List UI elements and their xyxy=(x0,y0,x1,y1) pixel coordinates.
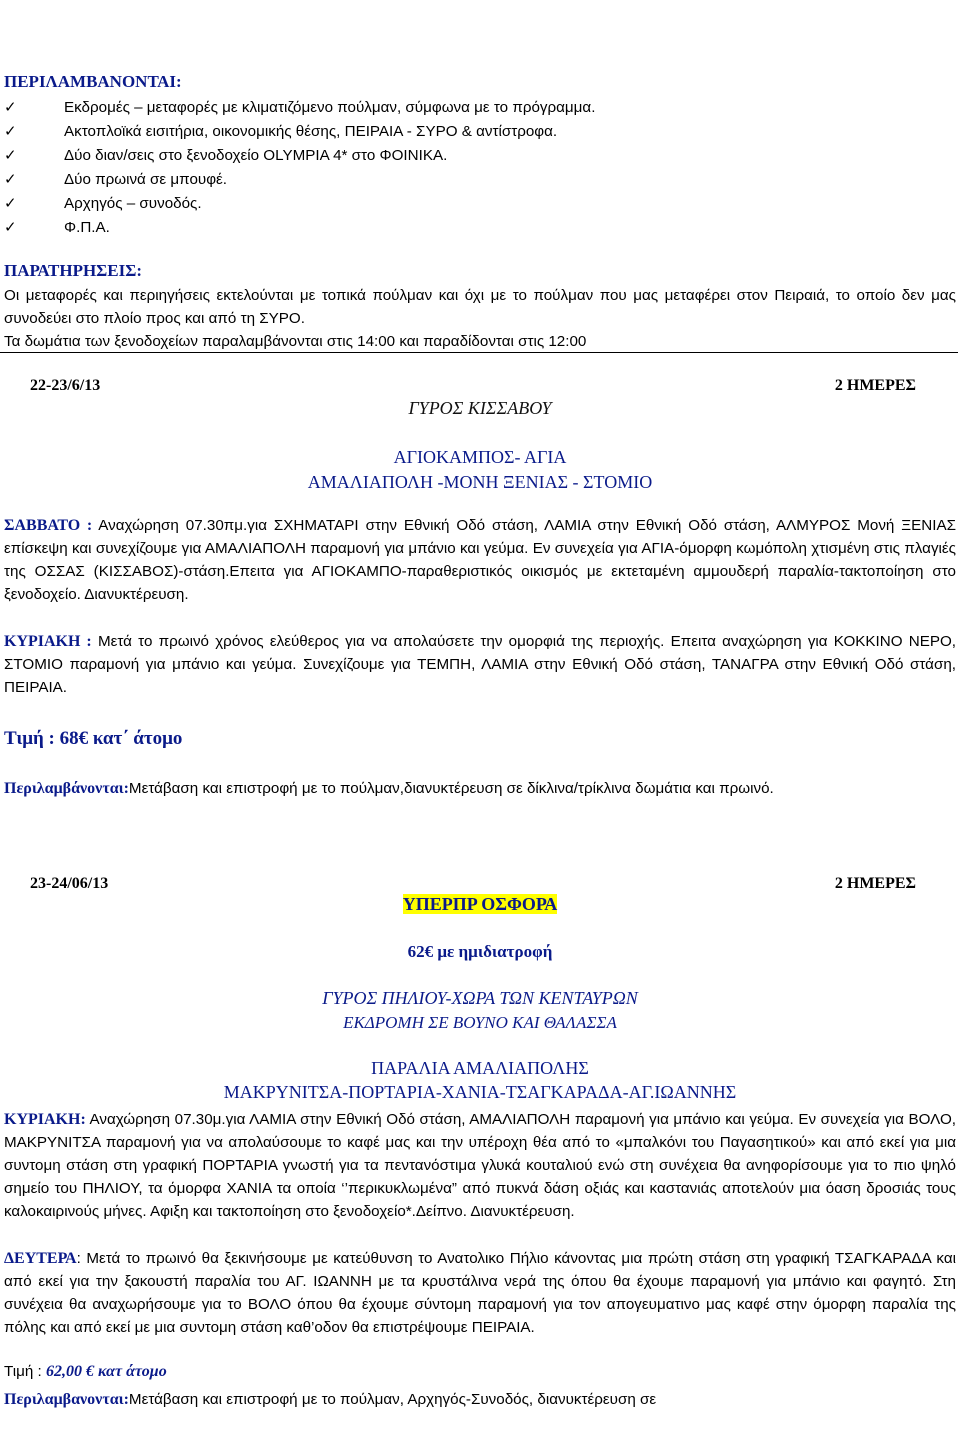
included-item-text: Φ.Π.Α. xyxy=(64,219,110,236)
trip2-included xyxy=(4,1388,956,1411)
included-item-text: Ακτοπλοϊκά εισιτήρια, οικονομικής θέσης, ΠΕΙΡΑΙΑ - ΣΥΡΟ & αντίστροφα. xyxy=(64,123,558,140)
trip2-duration: 2 ΗΜΕΡΕΣ xyxy=(834,875,916,892)
included-item xyxy=(4,215,110,239)
trip2-half-board: 62€ με ημιδιατροφή xyxy=(407,942,553,961)
trip2-day1-text: Αναχώρηση 07.30μ.για ΛΑΜΙΑ στην Εθνική Οδό στάση, ΑΜΑΛΙΑΠΟΛΗ παραμονή για μπάνιο και γεύμα. Εν συνεχεία για ΒΟΛΟ, ΜΑΚΡΥΝΙΤΣΑ παραμονή για να απολαύσουμε το καφέ μας και την υπέροχη θέα από το «μπαλκόνι του Παγασητικού» και από εκεί για μια συντομη στάση στη γραφική ΠΟΡΤΑΡΙΑ γνωστή για τα πεντανόστιμα γλυκά κουταλιού ενώ στη συνέχεια θα ανηφορίσουμε για το πιο ψηλό σημείο του ΠΗΛΙΟΥ, τα όμορφα ΧΑΝΙΑ τα οποία ‘’περικυκλωμένα” από πυκνά δάση οξιάς και καστανιάς αποτελούν μια όαση δροσιάς τους καλοκαιρινούς μήνες. Αφιξη και τακτοποίηση στο ξενοδοχείο*.Δείπνο. Διανυκτέρευση. xyxy=(4,1111,956,1220)
checkmark-icon: ✓ xyxy=(4,122,17,140)
trip2-day2-label: ΔΕΥΤΕΡΑ xyxy=(4,1250,77,1267)
trip1-day2-label: ΚΥΡΙΑΚΗ : xyxy=(4,633,92,650)
notes-text-2: Τα δωμάτια των ξενοδοχείων παραλαμβάνονται στις 14:00 και παραδίδονται στις 12:00 xyxy=(4,333,587,350)
trip1-header xyxy=(30,377,916,395)
trip2-included-label: Περιλαμβανονται: xyxy=(4,1391,129,1408)
trip1-day2 xyxy=(4,630,956,699)
included-item xyxy=(4,143,447,167)
checkmark-icon: ✓ xyxy=(4,98,17,116)
checkmark-icon: ✓ xyxy=(4,194,17,212)
trip2-route-line1: ΠΑΡΑΛΙΑ ΑΜΑΛΙΑΠΟΛΗΣ xyxy=(371,1058,589,1078)
included-item-text: Αρχηγός – συνοδός. xyxy=(64,195,202,212)
trip1-route-line1: ΑΓΙΟΚΑΜΠΟΣ- ΑΓΙΑ xyxy=(393,447,567,467)
included-item-text: Εκδρομές – μεταφορές με κλιματιζόμενο πούλμαν, σύμφωνα με το πρόγραμμα. xyxy=(64,99,596,116)
trip2-price-label: Τιμή : xyxy=(4,1363,46,1380)
included-item xyxy=(4,191,202,215)
notes-text-1: Οι μεταφορές και περιηγήσεις εκτελούνται με τοπικά πούλμαν και όχι με το πούλμαν που μας μεταφέρει στον Πειραιά, το οποίο δεν μας συνοδεύει στο πλοίο προς και από τη ΣΥΡΟ. xyxy=(4,287,956,327)
trip1-day2-text: Μετά το πρωινό χρόνος ελεύθερος για να απολαύσετε την ομορφιά της περιοχής. Επειτα αναχώρηση για ΚΟΚΚΙΝΟ ΝΕΡΟ, ΣΤΟΜΙΟ παραμονή για μπάνιο και γεύμα. Συνεχίζουμε για ΤΕΜΠΗ, ΛΑΜΙΑ στην Εθνική Οδό στάση, ΤΑΝΑΓΡΑ στην Εθνική Οδό στάση, ΠΕΙΡΑΙΑ. xyxy=(4,633,956,696)
included-heading: ΠΕΡΙΛΑΜΒΑΝΟΝΤΑΙ: xyxy=(4,72,182,91)
trip1-day1 xyxy=(4,514,956,606)
trip2-price xyxy=(4,1363,167,1381)
trip2-offer: ΥΠΕΡΠΡ ΟΣΦΟΡΑ xyxy=(402,894,558,914)
included-item-text: Δύο διαν/σεις στο ξενοδοχείο OLYMPIA 4* στο ΦΟΙΝΙΚΑ. xyxy=(64,147,448,164)
included-item xyxy=(4,167,227,191)
included-item xyxy=(4,119,557,143)
trip1-dates: 22-23/6/13 xyxy=(30,377,101,394)
trip1-title: ΓΥΡΟΣ ΚΙΣΣΑΒΟΥ xyxy=(408,398,552,418)
trip1-included-label: Περιλαμβάνονται: xyxy=(4,780,129,797)
trip2-included-text: Μετάβαση και επιστροφή με το πούλμαν, Αρχηγός-Συνοδός, διανυκτέρευση σε xyxy=(128,1391,657,1408)
trip2-subtitle: ΕΚΔΡΟΜΗ ΣΕ ΒΟΥΝΟ ΚΑΙ ΘΑΛΑΣΣΑ xyxy=(343,1013,617,1032)
included-item-text: Δύο πρωινά σε μπουφέ. xyxy=(64,171,228,188)
trip1-day1-label: ΣΑΒΒΑΤΟ : xyxy=(4,517,93,534)
trip2-title: ΓΥΡΟΣ ΠΗΛΙΟΥ-ΧΩΡΑ ΤΩΝ ΚΕΝΤΑΥΡΩΝ xyxy=(322,988,638,1008)
trip1-price: Τιμή : 68€ κατ΄ άτομο xyxy=(4,728,183,749)
checkmark-icon: ✓ xyxy=(4,218,17,236)
trip1-route-line2: ΑΜΑΛΙΑΠΟΛΗ -ΜΟΝΗ ΞΕΝΙΑΣ - ΣΤΟΜΙΟ xyxy=(307,472,653,492)
trip2-day2 xyxy=(4,1247,956,1339)
trip2-route-line2: ΜΑΚΡΥΝΙΤΣΑ-ΠΟΡΤΑΡΙΑ-ΧΑΝΙΑ-ΤΣΑΓΚΑΡΑΔΑ-ΑΓ.ΙΩΑΝΝΗΣ xyxy=(223,1082,737,1102)
trip1-included xyxy=(4,777,956,800)
included-item xyxy=(4,95,595,119)
divider-line xyxy=(0,352,958,353)
checkmark-icon: ✓ xyxy=(4,146,17,164)
checkmark-icon: ✓ xyxy=(4,170,17,188)
trip2-day2-text: : Μετά το πρωινό θα ξεκινήσουμε με κατεύθυνση το Ανατολικο Πήλιο κάνοντας μια πρώτη στάση στη γραφική ΤΣΑΓΚΑΡΑΔΑ και από εκεί για την ξακουστή παραλία του ΑΓ. ΙΩΑΝΝΗ με τα κρυστάλινα νερά της όπου θα έχουμε παραμονή για μπάνιο και φαγητό. Στη συνέχεια θα αναχωρήσουμε για το ΒΟΛΟ όπου θα έχουμε σύντομη παραμονή για τον απογευματινο μας καφέ στην όμορφη παραλία της πόλης και από εκεί με μια συντομη στάση καθ’οδον θα επιστρέψουμε ΠΕΙΡΑΙΑ. xyxy=(4,1250,956,1336)
trip2-dates: 23-24/06/13 xyxy=(30,875,109,892)
trip1-included-text: Μετάβαση και επιστροφή με το πούλμαν,διανυκτέρευση σε δίκλινα/τρίκλινα δωμάτια και πρωινό. xyxy=(128,780,774,797)
trip2-day1-label: ΚΥΡΙΑΚΗ: xyxy=(4,1111,86,1128)
trip1-duration: 2 ΗΜΕΡΕΣ xyxy=(834,377,916,394)
trip1-day1-text: Αναχώρηση 07.30πμ.για ΣΧΗΜΑΤΑΡΙ στην Εθνική Οδό στάση, ΛΑΜΙΑ στην Εθνική Οδό στάση, ΑΛΜΥΡΟΣ Μονή ΞΕΝΙΑΣ επίσκεψη και συνεχίζουμε για ΑΜΑΛΙΑΠΟΛΗ παραμονή για μπάνιο και γεύμα. Εν συνεχεία για ΑΓΙΑ-όμορφη κωμόπολη χτισμένη στις πλαγιές της ΟΣΣΑΣ (ΚΙΣΣΑΒΟΣ)-στάση.Επειτα για ΑΓΙΟΚΑΜΠΟ-παραθεριστικός οικισμός με εκτεταμένη αμμουδερή παραλία-τακτοποίηση στο ξενοδοχείο. Διανυκτέρευση. xyxy=(4,517,957,603)
trip2-offer-wrap xyxy=(0,894,960,915)
notes-heading: ΠΑΡΑΤΗΡΗΣΕΙΣ: xyxy=(4,261,143,280)
trip2-header xyxy=(30,875,916,893)
trip2-day1 xyxy=(4,1108,956,1223)
trip2-price-value: 62,00 € κατ άτομο xyxy=(45,1363,167,1380)
